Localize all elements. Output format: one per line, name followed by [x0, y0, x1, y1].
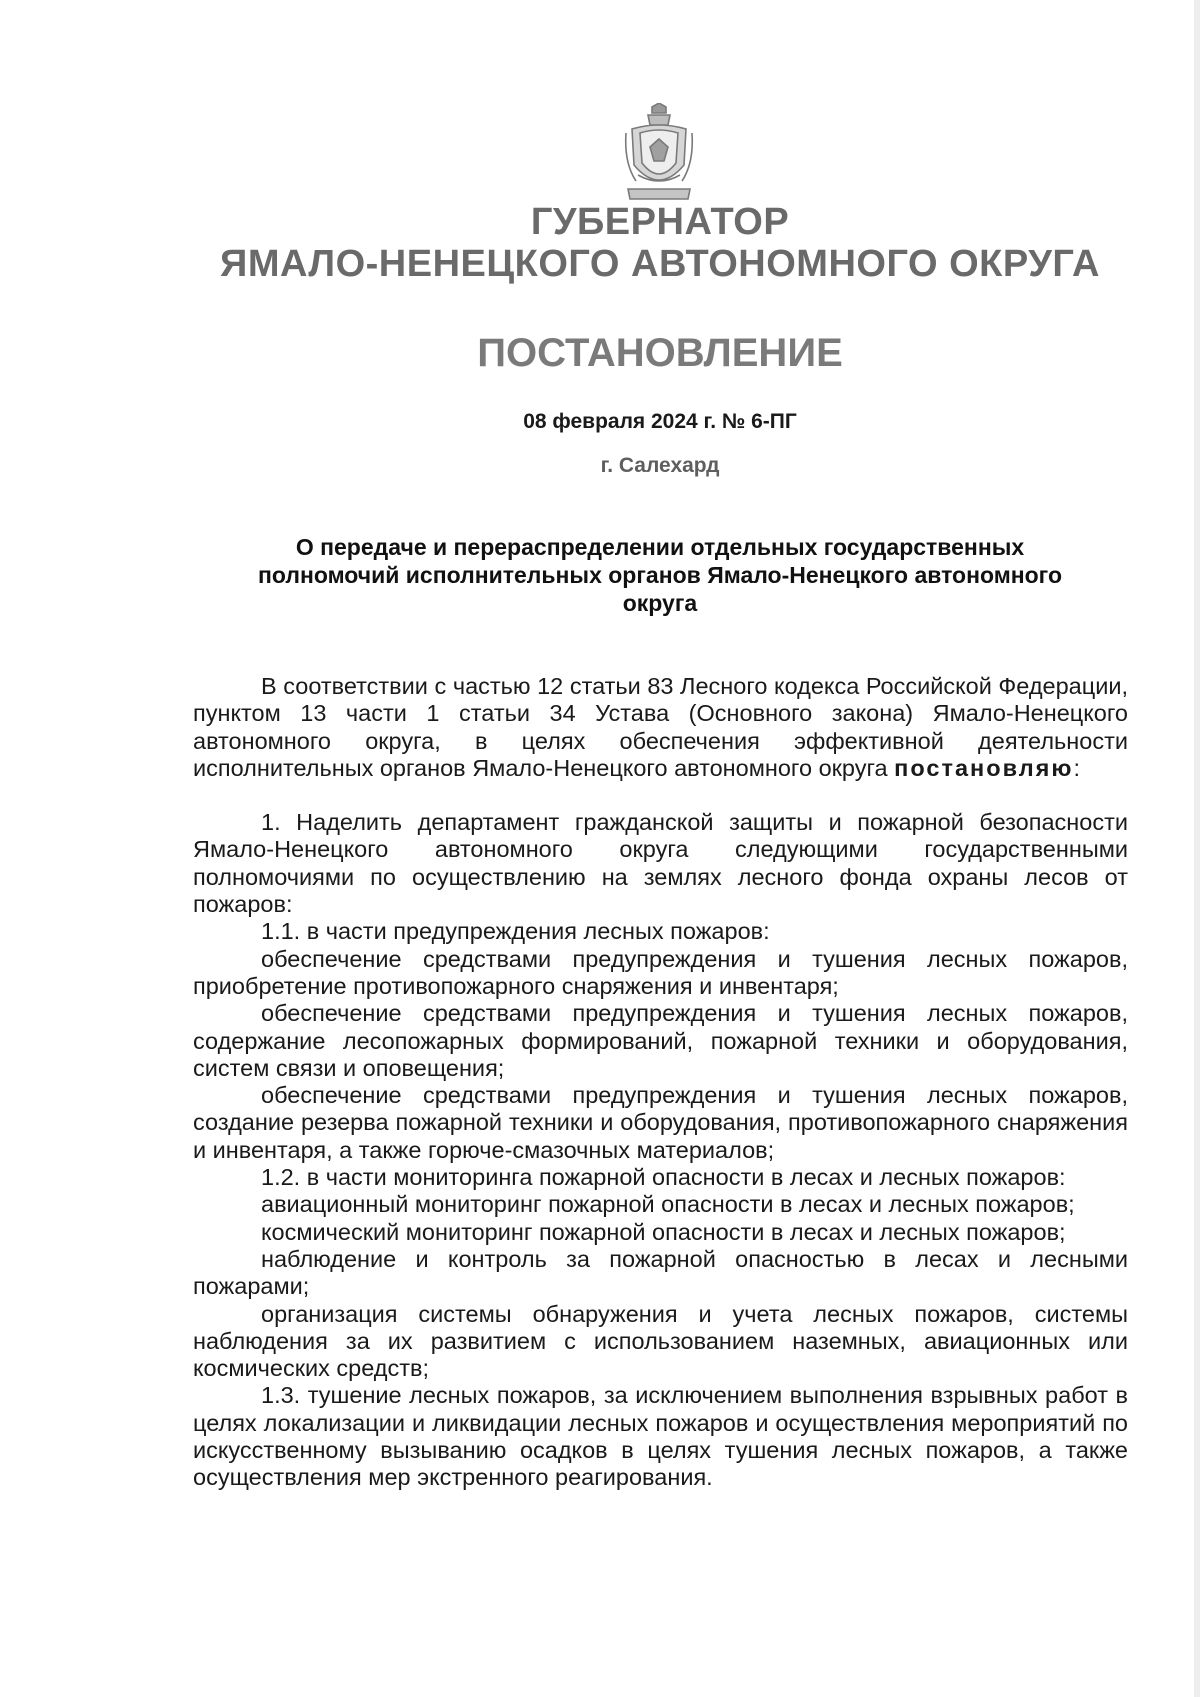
document-body — [193, 673, 1128, 1492]
issuer-title-line1: ГУБЕРНАТОР — [530, 201, 790, 243]
list-item: наблюдение и контроль за пожарной опасностью в лесах и лесными пожарами; — [193, 1245, 1128, 1300]
paragraph-1-3: 1.3. тушение лесных пожаров, за исключением выполнения взрывных работ в целях локализации и ликвидации лесных пожаров и осуществления мероприятий по искусственному вызыванию осадков в целях тушения лесных пожаров, а также осуществления мер экстренного реагирования. — [193, 1382, 1128, 1491]
document-city: г. Салехард — [600, 454, 720, 477]
preamble-paragraph — [193, 673, 1128, 782]
list-item: обеспечение средствами предупреждения и тушения лесных пожаров, создание резерва пожарной техники и оборудования, противопожарного снаряжения и инвентаря, а также горюче-смазочных материалов; — [193, 1082, 1128, 1163]
list-item: космический мониторинг пожарной опасности в лесах и лесных пожаров; — [261, 1218, 1066, 1245]
document-type-heading: ПОСТАНОВЛЕНИЕ — [477, 331, 843, 375]
decree-colon: : — [1073, 754, 1080, 781]
paragraph-1: 1. Наделить департамент гражданской защиты и пожарной безопасности Ямало-Ненецкого автономного округа следующими государственными полномочиями по осуществлению на землях лесного фонда охраны лесов от пожаров: — [193, 809, 1128, 918]
decree-word: постановляю — [894, 754, 1074, 781]
list-item: обеспечение средствами предупреждения и тушения лесных пожаров, приобретение противопожарного снаряжения и инвентаря; — [193, 945, 1128, 999]
list-item: организация системы обнаружения и учета лесных пожаров, системы наблюдения за их развитием с использованием наземных, авиационных или космических средств; — [193, 1300, 1128, 1382]
list-item: обеспечение средствами предупреждения и тушения лесных пожаров, содержание лесопожарных формирований, пожарной техники и оборудования, систем связи и оповещения; — [193, 1000, 1128, 1081]
list-item: авиационный мониторинг пожарной опасности в лесах и лесных пожаров; — [261, 1191, 1075, 1218]
paragraph-1-1: 1.1. в части предупреждения лесных пожаров: — [261, 918, 770, 945]
paragraph-1-2: 1.2. в части мониторинга пожарной опасности в лесах и лесных пожаров: — [261, 1164, 1066, 1191]
paragraph-spacer — [193, 782, 1128, 809]
document-title: О передаче и перераспределении отдельных государственных полномочий исполнительных органов Ямало-Ненецкого автономного округа — [257, 534, 1063, 616]
document-date-number: 08 февраля 2024 г. № 6-ПГ — [523, 410, 797, 433]
issuer-title-line2: ЯМАЛО-НЕНЕЦКОГО АВТОНОМНОГО ОКРУГА — [220, 243, 1100, 285]
coat-of-arms-icon — [622, 103, 696, 203]
preamble-text: В соответствии с частью 12 статьи 83 Лесного кодекса Российской Федерации, пунктом 13 части 1 статьи 34 Устава (Основного закона) Ямало-Ненецкого автономного округа, в целях обеспечения эффективной деятельности исполнительных органов Ямало-Ненецкого автономного округа — [193, 673, 1128, 781]
